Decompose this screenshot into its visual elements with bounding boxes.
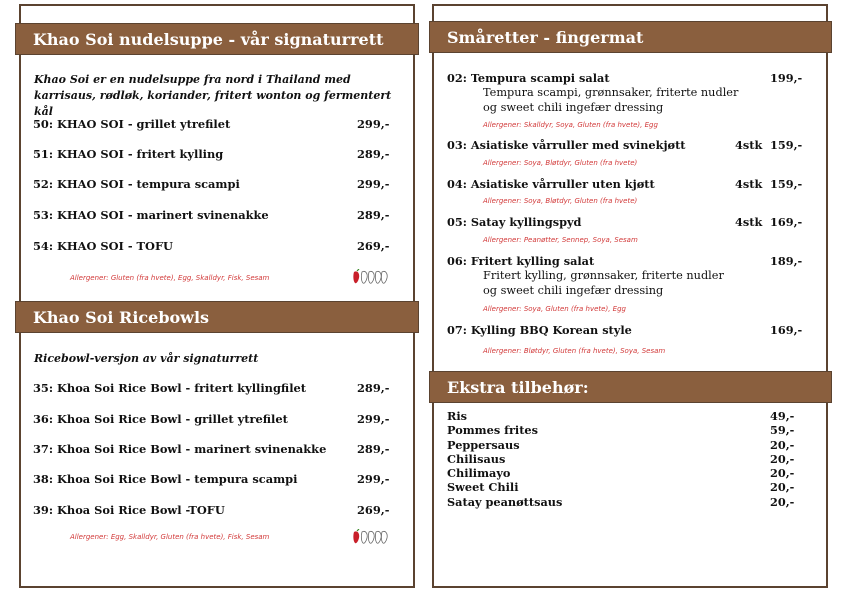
chili-strength-icon — [352, 269, 388, 285]
item-price: 20,- — [770, 494, 795, 509]
item-name: 52: KHAO SOI - tempura scampi — [33, 177, 240, 191]
item-price: 20,- — [770, 480, 795, 495]
khao-soi-intro: Khao Soi er en nudelsuppe fra nord i Thailand med karrisaus, rødløk, koriander, fritert wonton og fermentert kål — [34, 73, 392, 118]
item-name: Pommes frites — [447, 423, 538, 438]
item-description: Fritert kylling, grønnsaker, friterte nudler — [483, 269, 724, 282]
menu-item — [447, 254, 807, 298]
chili-strength-icon — [352, 529, 388, 545]
item-price: 289,- — [357, 381, 390, 395]
item-price: 189,- — [770, 254, 803, 268]
allergen-note: Allergener: Egg, Skalldyr, Gluten (fra hvete), Fisk, Sesam — [70, 533, 270, 541]
allergen-note: Allergener: Gluten (fra hvete), Egg, Skalldyr, Fisk, Sesam — [70, 274, 270, 282]
section-heading-extra: Ekstra tilbehør: — [429, 371, 832, 403]
item-name: Chilisaus — [447, 451, 506, 466]
item-price: 59,- — [770, 423, 795, 438]
item-price: 159,- — [770, 138, 803, 152]
menu-item — [447, 138, 807, 152]
item-price: 169,- — [770, 215, 803, 229]
item-price: 289,- — [357, 442, 390, 456]
item-price: 20,- — [770, 451, 795, 466]
item-price: 20,- — [770, 437, 795, 452]
item-name: 37: Khoa Soi Rice Bowl - marinert svinenakke — [33, 442, 327, 456]
item-price: 269,- — [357, 239, 390, 253]
item-quantity: 4stk — [735, 138, 763, 152]
item-price: 299,- — [357, 472, 390, 486]
item-name: 50: KHAO SOI - grillet ytrefilet — [33, 117, 231, 131]
item-price: 169,- — [770, 323, 803, 337]
item-name: 36: Khoa Soi Rice Bowl - grillet ytrefilet — [33, 412, 288, 426]
item-name: 04: Asiatiske vårruller uten kjøtt — [447, 177, 655, 191]
item-name: 06: Fritert kylling salat — [447, 254, 595, 268]
menu-item — [447, 323, 807, 337]
list-item — [447, 452, 797, 466]
menu-item — [447, 177, 807, 191]
item-name: 02: Tempura scampi salat — [447, 71, 610, 85]
list-item — [447, 480, 797, 494]
item-price: 299,- — [357, 117, 390, 131]
list-item — [447, 438, 797, 452]
item-price: 49,- — [770, 409, 795, 423]
list-item — [447, 409, 797, 423]
extras-list — [447, 409, 797, 509]
list-item — [447, 466, 797, 480]
item-price: 299,- — [357, 412, 390, 426]
item-price: 269,- — [357, 503, 390, 517]
allergen-note: Allergener: Bløtdyr, Gluten (fra hvete), Soya, Sesam — [483, 347, 666, 355]
allergen-note: Allergener: Soya, Gluten (fra hvete), Egg — [483, 305, 626, 313]
item-description: og sweet chili ingefær dressing — [483, 284, 664, 297]
section-heading-ricebowls: Khao Soi Ricebowls — [15, 301, 419, 333]
item-name: 05: Satay kyllingspyd — [447, 215, 582, 229]
item-name: 35: Khoa Soi Rice Bowl - fritert kyllingfilet — [33, 381, 307, 395]
item-name: Peppersaus — [447, 437, 520, 452]
list-item — [447, 495, 797, 509]
item-name: 03: Asiatiske vårruller med svinekjøtt — [447, 138, 686, 152]
item-quantity: 4stk — [735, 215, 763, 229]
section-heading-khao-soi: Khao Soi nudelsuppe - vår signaturrett — [15, 23, 419, 55]
allergen-note: Allergener: Soya, Bløtdyr, Gluten (fra hvete) — [483, 197, 638, 205]
section-heading-smaretter: Småretter - fingermat — [429, 21, 832, 53]
item-name: 07: Kylling BBQ Korean style — [447, 323, 632, 337]
item-name: 38: Khoa Soi Rice Bowl - tempura scampi — [33, 472, 298, 486]
menu-item — [447, 71, 807, 115]
item-price: 289,- — [357, 147, 390, 161]
item-price: 20,- — [770, 466, 795, 481]
item-name: 51: KHAO SOI - fritert kylling — [33, 147, 224, 161]
item-description: Tempura scampi, grønnsaker, friterte nudler — [483, 86, 739, 99]
menu-item — [447, 215, 807, 229]
item-name: Chilimayo — [447, 466, 511, 481]
allergen-note: Allergener: Soya, Bløtdyr, Gluten (fra hvete) — [483, 159, 638, 167]
list-item — [447, 423, 797, 437]
item-name: 39: Khoa Soi Rice Bowl -TOFU — [33, 503, 225, 517]
item-name: Sweet Chili — [447, 480, 519, 495]
item-name: Satay peanøttsaus — [447, 494, 563, 509]
item-price: 289,- — [357, 208, 390, 222]
item-price: 299,- — [357, 177, 390, 191]
allergen-note: Allergener: Skalldyr, Soya, Gluten (fra hvete), Egg — [483, 121, 658, 129]
item-name: Ris — [447, 409, 468, 423]
item-price: 159,- — [770, 177, 803, 191]
item-quantity: 4stk — [735, 177, 763, 191]
item-description: og sweet chili ingefær dressing — [483, 101, 664, 114]
item-name: 54: KHAO SOI - TOFU — [33, 239, 173, 253]
item-name: 53: KHAO SOI - marinert svinenakke — [33, 208, 269, 222]
allergen-note: Allergener: Peanøtter, Sennep, Soya, Sesam — [483, 236, 638, 244]
ricebowls-intro: Ricebowl-versjon av vår signaturrett — [34, 352, 259, 365]
item-price: 199,- — [770, 71, 803, 85]
